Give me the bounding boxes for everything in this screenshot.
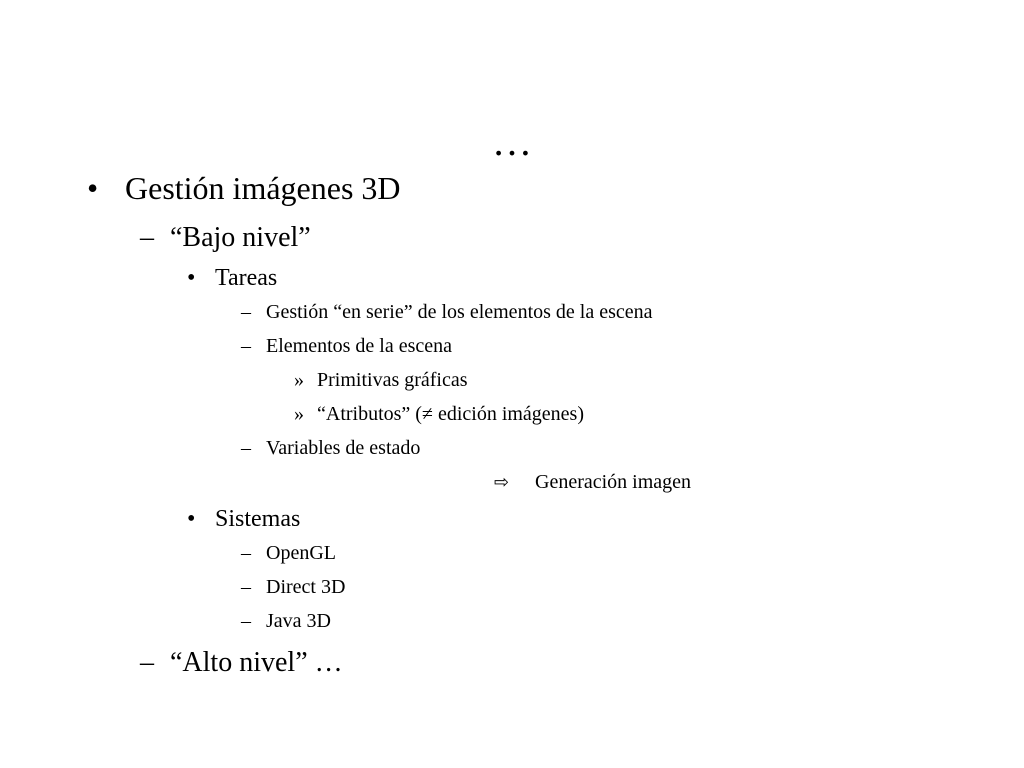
dash-marker: – — [140, 647, 154, 678]
bullet-text: “Atributos” (≠ edición imágenes) — [317, 403, 585, 425]
bullet-text: Java 3D — [266, 610, 331, 632]
bullet-marker: • — [187, 265, 196, 291]
bullet-text: Gestión imágenes 3D — [125, 170, 401, 206]
dash-marker: – — [241, 437, 251, 459]
bullet-text: “Bajo nivel” — [170, 222, 311, 253]
bullet-text: Gestión “en serie” de los elementos de la escena — [266, 301, 653, 323]
bullet-text: Sistemas — [215, 506, 301, 532]
slide-title: … — [492, 119, 532, 164]
chevron-marker: » — [294, 403, 304, 425]
dash-marker: – — [241, 576, 251, 598]
result-text: Generación imagen — [535, 471, 692, 493]
bullet-text: Primitivas gráficas — [317, 369, 468, 391]
bullet-marker: • — [87, 170, 99, 206]
dash-marker: – — [241, 610, 251, 632]
bullet-text: Direct 3D — [266, 576, 346, 598]
bullet-text: “Alto nivel” … — [170, 647, 343, 678]
bullet-text: OpenGL — [266, 542, 336, 564]
bullet-marker: • — [187, 506, 196, 532]
dash-marker: – — [241, 542, 251, 564]
bullet-text: Tareas — [215, 265, 278, 291]
bullet-text: Variables de estado — [266, 437, 421, 459]
dash-marker: – — [241, 335, 251, 357]
arrow-right-icon: ⇨ — [494, 472, 510, 493]
dash-marker: – — [241, 301, 251, 323]
chevron-marker: » — [294, 369, 304, 391]
dash-marker: – — [140, 222, 154, 253]
bullet-text: Elementos de la escena — [266, 335, 453, 357]
